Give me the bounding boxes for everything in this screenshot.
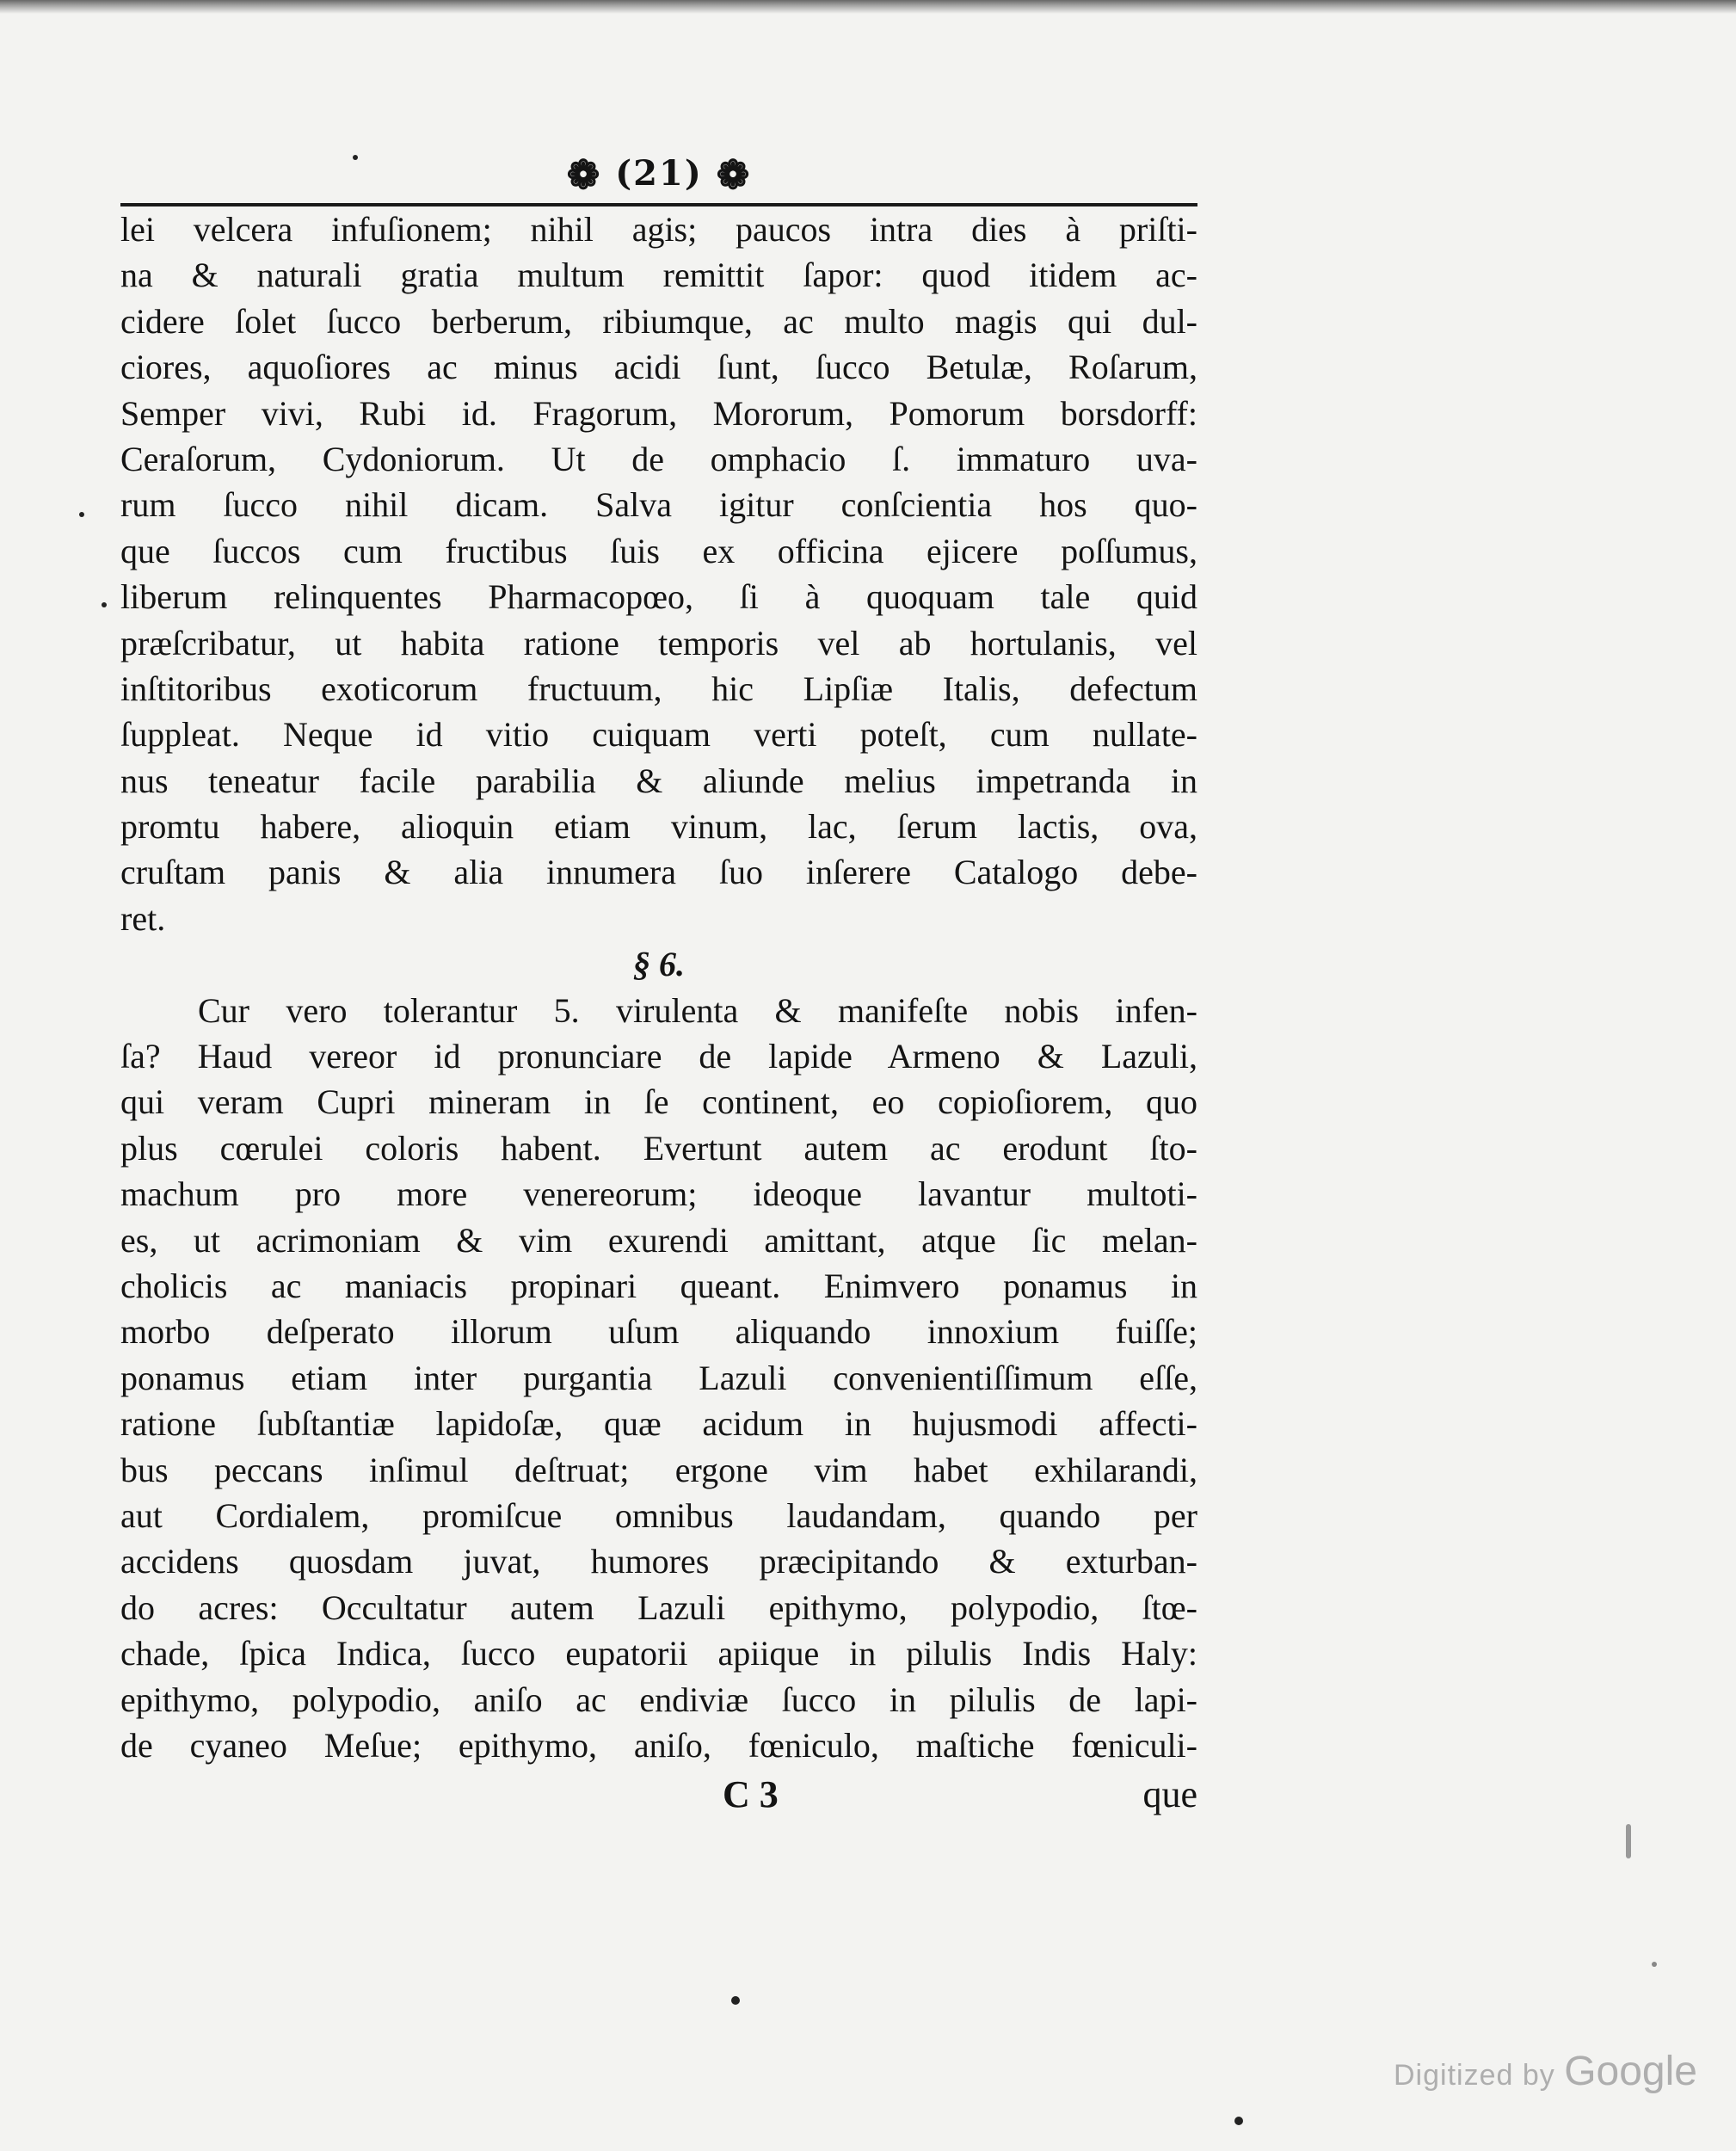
text-line: epithymo, polypodio, aniſo ac endiviæ ſucco in pilulis de lapi- [120,1680,1197,1719]
text-line: bus peccans inſimul deſtruat; ergone vim habet exhilarandi, [120,1450,1197,1489]
section-heading: § 6. [633,945,685,984]
digitized-watermark [1394,2048,1697,2095]
text-line: rum ſucco nihil dicam. Salva igitur conſcientia hos quo- [120,485,1197,525]
text-line: ſuppleat. Neque id vitio cuiquam verti poteſt, cum nullate- [120,715,1197,755]
scan-speck [731,1996,740,2005]
text-line: cidere ſolet ſucco berberum, ribiumque, ac multo magis qui dul- [120,301,1197,341]
text-line: cruſtam panis & alia innumera ſuo inſerere Catalogo debe- [120,853,1197,892]
left-flourish-icon: ❁ [566,151,602,198]
text-line: inſtitoribus exoticorum fructuum, hic Lipſiæ Italis, defectum [120,669,1197,708]
text-line: ponamus etiam inter purgantia Lazuli convenientiſſimum eſſe, [120,1358,1197,1397]
scan-speck [79,512,84,517]
text-line: promtu habere, alioquin etiam vinum, lac, ſerum lactis, ova, [120,807,1197,847]
text-line: ſa? Haud vereor id pronunciare de lapide Armeno & Lazuli, [120,1037,1197,1076]
text-line: lei velcera infuſionem; nihil agis; paucos intra dies à priſti- [120,210,1197,249]
watermark-text: Digitized by [1394,2059,1555,2092]
running-header [120,151,1197,206]
text-line: ciores, aquoſiores ac minus acidi ſunt, ſucco Betulæ, Roſarum, [120,348,1197,387]
catchword: que [1142,1773,1197,1815]
text-line: ratione ſubſtantiæ lapidoſæ, quæ acidum in hujusmodi affecti- [120,1404,1197,1444]
text-line: de cyaneo Meſue; epithymo, aniſo, fœniculo, maſtiche fœniculi- [120,1725,1197,1765]
scan-speck [1234,2117,1243,2125]
text-line: Semper vivi, Rubi id. Fragorum, Mororum, Pomorum borsdorff: [120,393,1197,433]
text-line: que ſuccos cum fructibus ſuis ex officina ejicere poſſumus, [120,531,1197,570]
text-line: ret. [120,898,166,938]
text-line: es, ut acrimoniam & vim exurendi amittant, atque ſic melan- [120,1220,1197,1260]
signature-mark: C 3 [723,1773,779,1815]
text-line: aut Cordialem, promiſcue omnibus laudandam, quando per [120,1495,1197,1535]
page-footer [120,1772,1197,1824]
text-line: nus teneatur facile parabilia & aliunde melius impetranda in [120,761,1197,800]
text-line: Cur vero tolerantur 5. virulenta & manifeſte nobis infen- [198,990,1197,1030]
text-line: morbo deſperato illorum uſum aliquando innoxium fuiſſe; [120,1312,1197,1352]
scan-speck [1626,1824,1631,1858]
scan-speck [1652,1962,1657,1967]
text-line: na & naturali gratia multum remittit ſapor: quod itidem ac- [120,256,1197,295]
main-text-block [120,206,1197,1768]
text-line: machum pro more venereorum; ideoque lavantur multoti- [120,1174,1197,1214]
text-line: accidens quosdam juvat, humores præcipitando & exturban- [120,1542,1197,1581]
text-line: chade, ſpica Indica, ſucco eupatorii apiique in pilulis Indis Haly: [120,1634,1197,1673]
text-line: liberum relinquentes Pharmacopœo, ſi à quoquam tale quid [120,577,1197,617]
scan-speck [353,155,358,160]
text-line: plus cœrulei coloris habent. Evertunt autem ac erodunt ſto- [120,1128,1197,1168]
scan-speck [102,602,107,607]
text-line: præſcribatur, ut habita ratione temporis vel ab hortulanis, vel [120,623,1197,663]
page-number: (21) [615,153,703,194]
google-logo: Google [1564,2049,1697,2094]
text-line: qui veram Cupri mineram in ſe continent, eo copioſiorem, quo [120,1082,1197,1122]
text-line: Ceraſorum, Cydoniorum. Ut de omphacio ſ. immaturo uva- [120,439,1197,478]
right-flourish-icon: ❁ [716,151,752,198]
page-top-edge [0,0,1736,14]
text-line: cholicis ac maniacis propinari queant. Enimvero ponamus in [120,1266,1197,1305]
text-line: do acres: Occultatur autem Lazuli epithymo, polypodio, ſtœ- [120,1587,1197,1627]
